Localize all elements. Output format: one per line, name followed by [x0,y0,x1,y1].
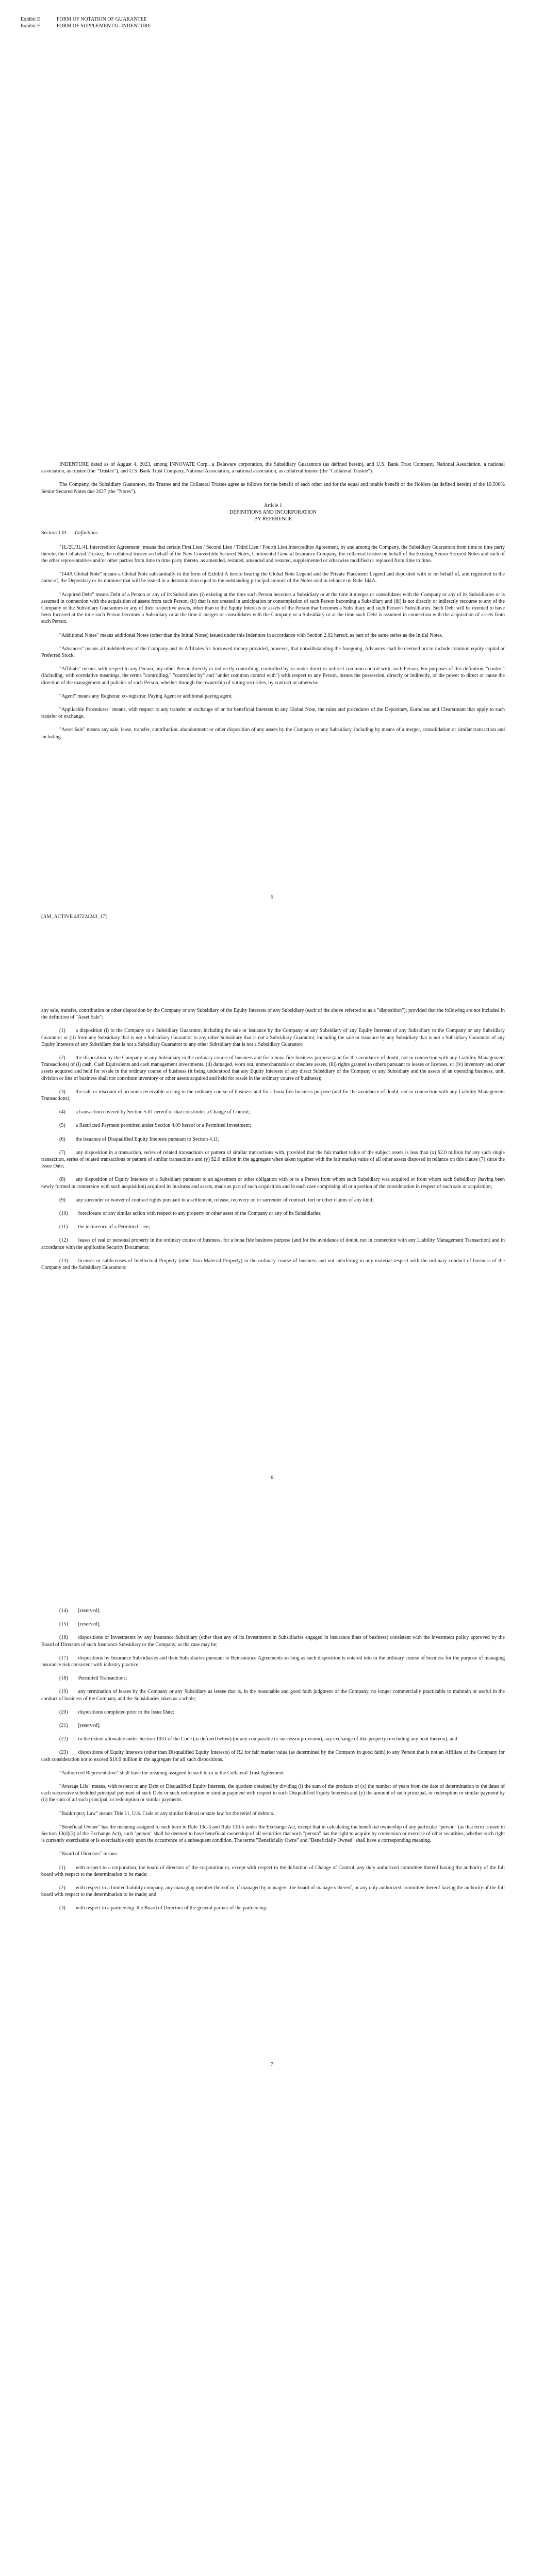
definition: "Authorized Representative" shall have the meaning assigned to such term in the Collateral Trust Agreement. [59,1770,285,1776]
exhibit-label: Exhibit E [21,16,41,22]
definition: "Beneficial Owner" has the meaning assigned to such term in Rule 13d-3 and Rule 13d-5 under the Exchange Act, except that in calculating the beneficial ownership of any particular "person" (as that term is used in Section 13(d)(3) of the Exchange Act), such "person" shall be deemed to have beneficial ownership of all securities that such "person" has the right to acquire by conversion or exercise of other securities, whether such right is currently exercisable or is exercisable only upon the occurrence of a subsequent condition. The terms "Beneficially Owns" and "Beneficially Owned" shall have a corresponding meaning. [41,1824,505,1844]
list-item: (1) a disposition (i) to the Company or a Subsidiary Guarantor, including the sale or issuance by the Company or any Subsidiary of any Equity Interests of any Subsidiary to the Company or any Subsidiary Guarantor or (ii) from any Subsidiary that is not a Subsidiary Guarantor to any other Subsidiary that is not a Subsidiary Guarantor, including the sale or issuance by any Subsidiary that is not a Subsidiary Guarantor of any Equity Interests of any Subsidiary that is not a Subsidiary Guarantor to any other Subsidiary that is not a Subsidiary Guarantor; [41,1028,505,1047]
exhibit-row [21,16,278,23]
list-item: (13) licenses or sublicenses of Intellectual Property (other than Material Property) in the ordinary course of business and not interfering in any material respect with the ordinary conduct of business of the Company and the Subsidiary Guarantors; [41,1258,505,1271]
article-heading: Article 1 [263,502,283,509]
definition: "Bankruptcy Law" means Title 11, U.S. Code or any similar federal or state law for the relief of debtors. [59,1810,275,1817]
exhibit-title: FORM OF SUPPLEMENTAL INDENTURE [57,23,151,29]
page-2-body [41,1007,505,1271]
definition: "1L/2L/3L/4L Intercreditor Agreement" means that certain First Lien / Second Lien / Third Lien / Fourth Lien Intercreditor Agreement, by and among the Company, the Subsidiary Guarantors from time to time party thereto, the Collateral Trustee, the collateral trustee on behalf of the New Convertible Secured Notes, Continental General Insurance Company, the collateral trustee on behalf of the Existing Senior Secured Notes and each of the other representatives and/or other parties from time to time party thereto, as amended, restated, amended and restated, supplemented or otherwise modified or replaced from time to time. [41,544,505,564]
definition: "Average Life" means, with respect to any Debt or Disqualified Equity Interests, the quotient obtained by dividing (i) the sum of the products of (x) the number of years from the date of determination to the dates of each successive scheduled principal payment of such Debt or such redemption or similar payment with respect to such Disqualified Equity Interests and (y) the amount of such principal, or redemption or similar payment by (ii) the sum of all such principal, or redemption or similar payments. [41,1784,505,1803]
list-item: (3) with respect to a partnership, the Board of Directors of the general partner of the partnership; [59,1905,268,1911]
definition: "Advances" means all indebtedness of the Company and its Affiliates for borrowed money provided, however, that notwithstanding the foregoing, Advances shall be deemed not to include common equity capital or Preferred Stock. [41,646,505,659]
list-item: (8) any disposition of Equity Interests of a Subsidiary pursuant to an agreement or other obligation with or to a Person from whom such Subsidiary was acquired or from whom such Subsidiary (having been newly formed in connection with such acquisition) acquired its business and assets, made as part of such acquisition and in each case comprising all or a portion of the consideration in respect of such sale or acquisition; [41,1177,505,1190]
definition: "Board of Directors" means: [59,1851,118,1857]
exhibit-list [21,16,278,29]
article-title: BY REFERENCE [254,516,292,522]
indenture-intro: INDENTURE dated as of August 4, 2023, among INNOVATE Corp., a Delaware corporation, the Subsidiary Guarantors (as defined herein), and U.S. Bank Trust Company, National Association, a national association, as trustee (the "Trustee"), and U.S. Bank Trust Company, National Association, a national association, as collateral trustee (the "Collateral Trustee"). [41,462,505,474]
exhibit-label: Exhibit F [21,23,40,29]
list-item: (23) dispositions of Equity Interests (other than Disqualified Equity Interests) of R2 for fair market value (as determined by the Company in good faith) to any Person that is not an Affiliate of the Company for cash consideration not to exceed $10.0 million in the aggregate for all such dispositions. [41,1750,505,1762]
section-title: Definitions [75,530,98,536]
list-item: (10) foreclosure or any similar action with respect to any property or other asset of the Company or any of its Subsidiaries; [59,1211,322,1217]
page-1-body [41,461,505,740]
list-item: (20) dispositions completed prior to the Issue Date; [59,1709,174,1715]
list-item: (5) a Restricted Payment permitted under Section 4.09 hereof or a Permitted Investment; [59,1123,252,1129]
list-item: (2) the disposition by the Company or any Subsidiary in the ordinary course of business and for a bona fide business purpose (and for the avoidance of doubt, not in connection with any Liability Management Transactions) of (i) cash, Cash Equivalents and cash management investments, (ii) damaged, worn out, unmerchantable or obsolete assets, (iii) rights granted to others pursuant to leases or licenses, or (iv) inventory and other assets acquired and held for resale in the ordinary course of business (it being understood that any Equity Interests of any direct Subsidiary of the Company or any Subsidiary and the assets of an operating business, unit, division or line of business shall not constitute inventory or other assets acquired and held for resale in the ordinary course of business); [41,1055,505,1081]
list-item: (1) with respect to a corporation, the board of directors of the corporation or, except with respect to the definition of Change of Control, any duly authorized committee thereof having the authority of the full board with respect to the determination to be made; [41,1865,505,1877]
list-item: (19) any termination of leases by the Company or any Subsidiary as lessee that is, in the reasonable and good faith judgment of the Company, no longer commercially practicable to maintain or useful in the conduct of business of the Company and the Subsidiaries taken as a whole; [41,1689,505,1702]
section-number: Section 1.01. [41,530,69,536]
page-number: 5 [271,894,273,900]
list-item: (11) the incurrence of a Permitted Lien; [59,1224,150,1230]
list-item: (14) [reserved]; [59,1608,101,1614]
list-item: (12) leases of real or personal property in the ordinary course of business, for a bona fide business purpose (and for the avoidance of doubt, not in connection with any Liability Management Transaction) and in accordance with the applicable Security Documents; [41,1238,505,1250]
list-item: (7) any disposition in a transaction, series of related transactions or pattern of similar transactions with, provided that the fair market value of the subject assets is less than (x) $2.0 million for any such single transaction, series of related transactions or pattern of similar transactions and (y) $2.0 million in the aggregate when taken together with the fair market value of all other assets disposed in reliance on this clause (7) since the Issue Date; [41,1149,505,1170]
list-item: (3) the sale or discount of accounts receivable arising in the ordinary course of business and for a bona fide business purpose (and for the avoidance of doubt, not in connection with any Liability Management Transactions); [41,1089,505,1102]
section-heading [41,530,505,536]
asset-sale-continuation: any sale, transfer, contribution or other disposition by the Company or any Subsidiary of the Equity Interests of any Subsidiary (each of the above referred to as a "disposition"); provided that the following are not included in the definition of "Asset Sale": [41,1008,505,1021]
page-number: 7 [271,2062,273,2067]
list-item: (2) with respect to a limited liability company, any managing member thereof or, if managed by managers, the board of managers thereof, or any duly authorized committee thereof having the authority of the full board with respect to the determination to be made; and [41,1885,505,1898]
exhibit-title: FORM OF NOTATION OF GUARANTEE [57,16,147,22]
definition: "144A Global Note" means a Global Note substantially in the form of Exhibit A hereto bearing the Global Note Legend and the Private Placement Legend and deposited with or on behalf of, and registered in the name of, the Depositary or its nominee that will be issued in a denomination equal to the outstanding principal amount of the Notes sold in reliance on Rule 144A. [41,571,505,584]
list-item: (18) Permitted Transactions; [59,1675,127,1682]
definition: "Asset Sale" means any sale, lease, transfer, contribution, abandonment or other disposition of any assets by the Company or any Subsidiary, including by means of a merger, consolidation or similar transaction and including [41,727,505,740]
list-item: (6) the issuance of Disqualified Equity Interests pursuant to Section 4.11; [59,1136,220,1142]
definition: "Additional Notes" means additional Notes (other than the Initial Notes) issued under this Indenture in accordance with Section 2.02 hereof, as part of the same series as the Initial Notes. [59,632,443,638]
list-item: (22) to the extent allowable under Section 1031 of the Code (as defined below) (or any comparable or successor provision), any exchange of like property (excluding any boot thereon); and [59,1736,457,1742]
exhibit-row [21,23,278,29]
list-item: (9) any surrender or waiver of contract rights pursuant to a settlement, release, recovery on or surrender of contract, tort or other claims of any kind; [59,1197,374,1203]
list-item: (16) dispositions of Investments by any Insurance Subsidiary (other than any of its Investments in Subsidiaries engaged in insurance lines of business) consistent with the investment policy approved by the Board of Directors of such Insurance Subsidiary or the Company, as the case may be; [41,1635,505,1648]
list-item: (17) dispositions by Insurance Subsidiaries and their Subsidiaries pursuant to Reinsurance Agreements so long as such disposition is entered into in the ordinary course of business for the purpose of managing insurance risk consistent with industry practice; [41,1655,505,1668]
agreement-paragraph: The Company, the Subsidiary Guarantors, the Trustee and the Collateral Trustee agree as follows for the benefit of each other and for the equal and ratable benefit of the Holders (as defined herein) of the 10.500% Senior Secured Notes due 2027 (the "Notes"). [41,482,505,495]
definition: "Applicable Procedures" means, with respect to any transfer or exchange of or for beneficial interests in any Global Note, the rules and procedures of the Depositary, Euroclear and Clearstream that apply to such transfer or exchange. [41,707,505,720]
list-item: (4) a transaction covered by Section 5.01 hereof or that constitutes a Change of Control; [59,1109,250,1115]
definition: "Acquired Debt" means Debt of a Person or any of its Subsidiaries (i) existing at the time such Person becomes a Subsidiary or at the time it merges or consolidates with the Company or any of its Subsidiaries or is assumed in connection with the acquisition of assets from such Person, (ii) that is not created in anticipation or contemplation of such Person becoming a Subsidiary and (iii) is not directly or indirectly recourse to any of the Company or the Subsidiary Guarantors or any of their respective assets, other than to the Equity Interests or assets of the Person that becomes a Subsidiary and such Person's Subsidiaries. Such Debt will be deemed to have been Incurred at the time such Person becomes a Subsidiary or at the time it merges or consolidates with the Company or a Subsidiary or at the time such Debt is assumed in connection with the acquisition of assets from such Person. [41,591,505,625]
definition: "Affiliate" means, with respect to any Person, any other Person directly or indirectly controlling, controlled by, or under direct or indirect common control with, such Person. For purposes of this definition, "control" (including, with correlative meanings, the terms "controlling," "controlled by" and "under common control with") with respect to any Person, means the possession, directly or indirectly, of the power to direct or cause the direction of the management and policies of such Person, whether through the ownership of voting securities, by contract or otherwise. [41,666,505,686]
document-footer: [AM_ACTIVE 407224243_17] [41,914,107,920]
list-item: (21) [reserved]; [59,1723,101,1729]
list-item: (15) [reserved]; [59,1621,101,1628]
page-3-body [41,1607,505,1912]
page-number: 6 [271,1475,273,1481]
article-title: DEFINITIONS AND INCORPORATION [229,510,317,516]
definition: "Agent" means any Registrar, co-registrar, Paying Agent or additional paying agent. [59,693,233,699]
